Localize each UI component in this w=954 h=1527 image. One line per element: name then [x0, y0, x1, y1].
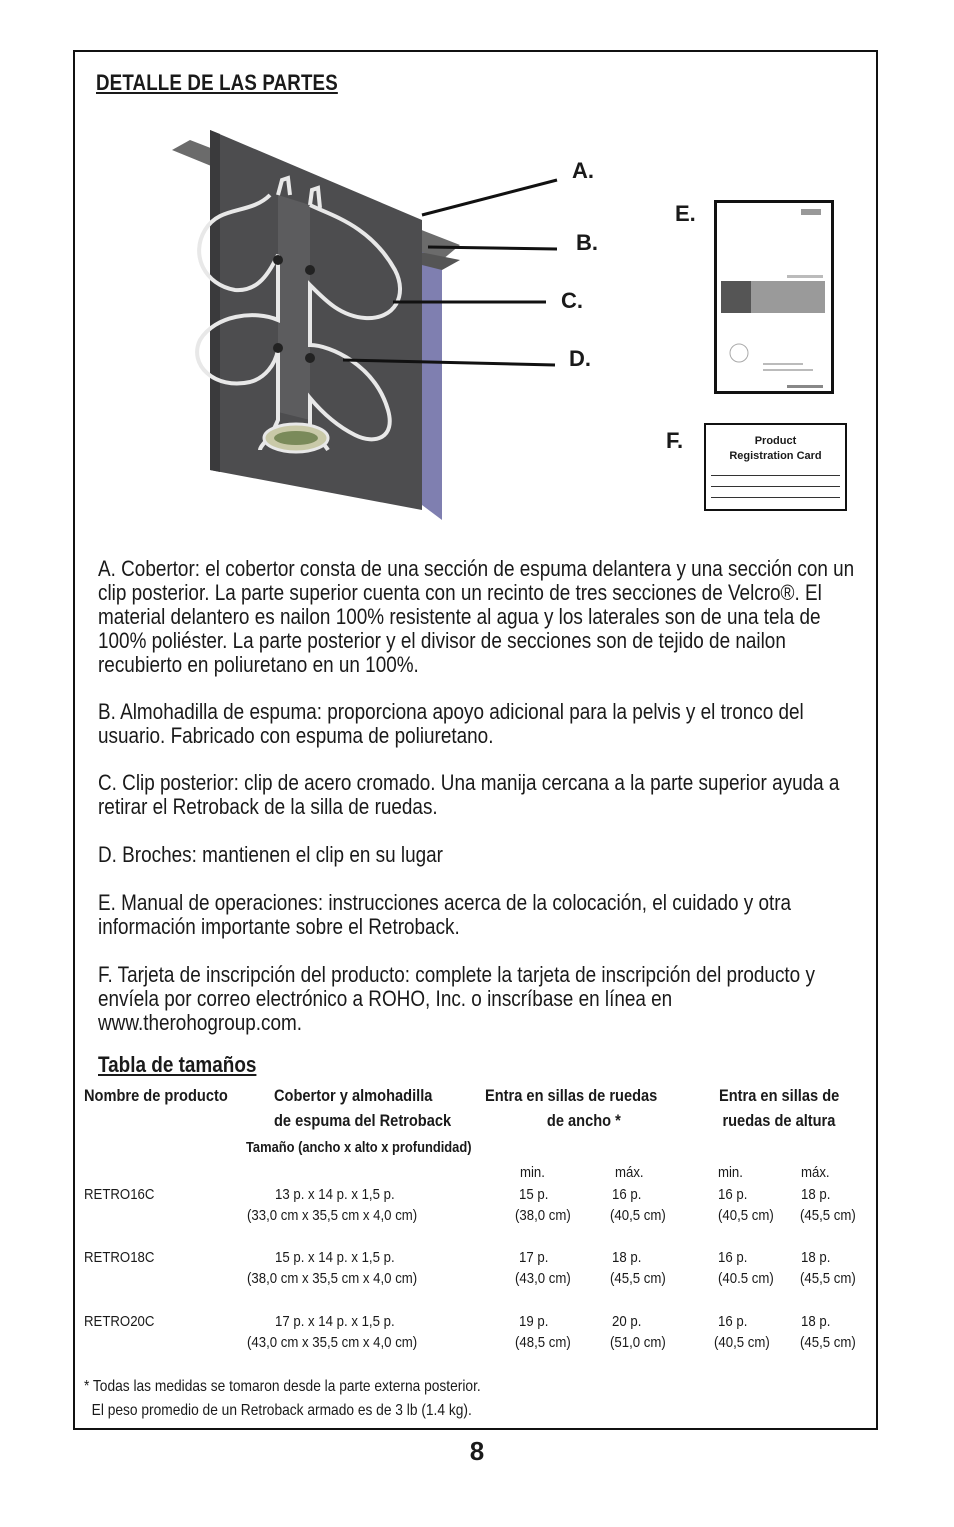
header-width-line2: de ancho * [546, 1111, 621, 1130]
table-row-size-cm: (38,0 cm x 35,5 cm x 4,0 cm) [247, 1270, 418, 1287]
subheader-height-min: min. [718, 1164, 743, 1181]
table-row-wmin-cm: (38,0 cm) [515, 1207, 571, 1224]
table-row-wmax-cm: (40,5 cm) [610, 1207, 666, 1224]
table-row-hmin-in: 16 p. [718, 1186, 748, 1203]
card-line [711, 486, 840, 487]
table-row-hmin-cm: (40,5 cm) [718, 1207, 774, 1224]
card-line [711, 497, 840, 498]
subheader-width-max: máx. [615, 1164, 644, 1181]
product-registration-card [704, 423, 847, 511]
retroback-illustration [160, 120, 600, 540]
callout-c: C. [561, 288, 583, 313]
header-size-note: Tamaño (ancho x alto x profundidad) [246, 1139, 472, 1156]
table-row-wmin-cm: (48,5 cm) [515, 1334, 571, 1351]
section-title: DETALLE DE LAS PARTES [96, 70, 338, 95]
manual-cover-image [717, 203, 831, 391]
header-cover-line1: Cobertor y almohadilla [274, 1086, 433, 1105]
table-row-hmax-in: 18 p. [801, 1249, 831, 1266]
table-row-hmin-in: 16 p. [718, 1249, 748, 1266]
registration-card-line2: Registration Card [729, 450, 822, 462]
table-row-wmax-in: 18 p. [612, 1249, 642, 1266]
subheader-width-min: min. [520, 1164, 545, 1181]
table-row-wmax-cm: (51,0 cm) [610, 1334, 666, 1351]
table-row-name: RETRO20C [84, 1313, 155, 1330]
card-line [711, 475, 840, 476]
description-f: F. Tarjeta de inscripción del producto: complete la tarjeta de inscripción del producto y envíela por correo electrónico a ROHO, Inc. o inscríbase en línea en www.therohogroup.com. [98, 962, 815, 1035]
description-c: C. Clip posterior: clip de acero cromado. Una manija cercana a la parte superior ayuda a retirar el Retroback de la silla de ruedas. [98, 770, 840, 819]
header-width [485, 1083, 657, 1133]
table-row-hmax-cm: (45,5 cm) [800, 1207, 856, 1224]
table-row-wmax-cm: (45,5 cm) [610, 1270, 666, 1287]
registration-card-title [706, 434, 845, 464]
table-row-wmin-in: 17 p. [519, 1249, 549, 1266]
header-height [719, 1083, 839, 1133]
table-row-hmax-cm: (45,5 cm) [800, 1334, 856, 1351]
table-row-size-in: 17 p. x 14 p. x 1,5 p. [275, 1313, 395, 1330]
table-row-hmin-cm: (40.5 cm) [718, 1270, 774, 1287]
footnote-measurements: * Todas las medidas se tomaron desde la parte externa posterior. [84, 1378, 481, 1395]
table-row-hmax-in: 18 p. [801, 1186, 831, 1203]
header-height-line2: ruedas de altura [722, 1111, 836, 1130]
table-row-wmax-in: 20 p. [612, 1313, 642, 1330]
table-row-wmin-in: 15 p. [519, 1186, 549, 1203]
table-row-size-cm: (33,0 cm x 35,5 cm x 4,0 cm) [247, 1207, 418, 1224]
table-row-hmax-in: 18 p. [801, 1313, 831, 1330]
table-row-size-in: 15 p. x 14 p. x 1,5 p. [275, 1249, 395, 1266]
description-e: E. Manual de operaciones: instrucciones acerca de la colocación, el cuidado y otra información importante sobre el Retroback. [98, 890, 792, 939]
callout-a: A. [572, 158, 594, 183]
header-width-line1: Entra en sillas de ruedas [485, 1086, 658, 1105]
callout-d: D. [569, 346, 591, 371]
table-row-wmin-in: 19 p. [519, 1313, 549, 1330]
description-a: A. Cobertor: el cobertor consta de una sección de espuma delantera y una sección con un clip posterior. La parte superior cuenta con un recinto de tres secciones de Velcro®. El material delantero es nailon 100% resistente al agua y los laterales son de una tela de 100% poliéster. La parte posterior y el divisor de secciones son de tejido de nailon recubierto en poliuretano en un 100%. [98, 556, 855, 677]
table-row-hmin-in: 16 p. [718, 1313, 748, 1330]
table-row-wmin-cm: (43,0 cm) [515, 1270, 571, 1287]
footnote-weight: El peso promedio de un Retroback armado es de 3 lb (1.4 kg). [84, 1402, 472, 1419]
callout-f: F. [666, 428, 684, 453]
callout-e: E. [675, 201, 696, 226]
header-cover [274, 1083, 451, 1133]
description-b: B. Almohadilla de espuma: proporciona apoyo adicional para la pelvis y el tronco del usuario. Fabricado con espuma de poliuretano. [98, 699, 804, 748]
table-row-size-in: 13 p. x 14 p. x 1,5 p. [275, 1186, 395, 1203]
table-row-size-cm: (43,0 cm x 35,5 cm x 4,0 cm) [247, 1334, 418, 1351]
table-row-hmax-cm: (45,5 cm) [800, 1270, 856, 1287]
header-height-line1: Entra en sillas de [719, 1086, 840, 1105]
registration-card-line1: Product [754, 435, 797, 447]
page-number: 8 [469, 1436, 485, 1466]
table-row-name: RETRO18C [84, 1249, 155, 1266]
table-row-wmax-in: 16 p. [612, 1186, 642, 1203]
subheader-height-max: máx. [801, 1164, 830, 1181]
size-table-title: Tabla de tamaños [98, 1052, 257, 1077]
table-row-hmin-cm: (40,5 cm) [714, 1334, 770, 1351]
callout-b: B. [576, 230, 598, 255]
header-product: Nombre de producto [84, 1086, 228, 1105]
header-cover-line2: de espuma del Retroback [274, 1111, 452, 1130]
operations-manual-thumbnail [714, 200, 834, 394]
description-d: D. Broches: mantienen el clip en su lugar [98, 842, 443, 867]
table-row-name: RETRO16C [84, 1186, 155, 1203]
